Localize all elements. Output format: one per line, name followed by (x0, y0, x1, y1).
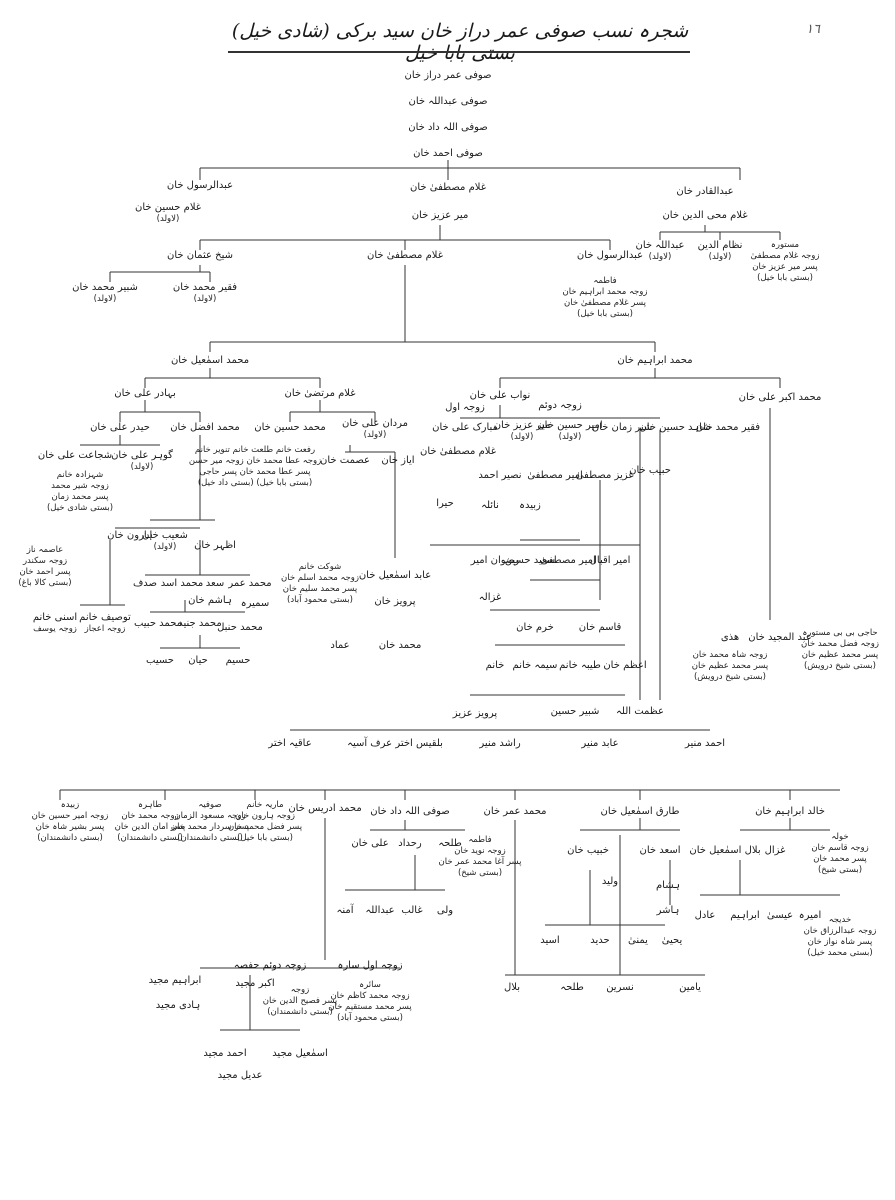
root-person-1: صوفی عبداللہ خان (408, 96, 488, 107)
note-fatima-2: فاطمہ زوجہ نوید خان پسر آغا محمد عمر خان (بستی شیخ) (438, 835, 522, 878)
person-hashim: ہاشم خان (188, 595, 232, 606)
person-hadi-majeed: ہادی مجید (155, 1000, 201, 1011)
person-yameen: یامین (679, 982, 701, 993)
person-haseem: حسیم (225, 655, 251, 666)
person-shaikh-usman: شیخ عثمان خان (167, 250, 233, 261)
root-person-3: صوفی احمد خان (413, 148, 483, 159)
person-abid: عابد اسمٰعیل خان (358, 570, 432, 581)
person-abdullah: عبداللہ خان (لاولد) (635, 240, 685, 262)
person-mir-aziz: میر عزیز خان (411, 210, 469, 221)
note-tahira: طاہرہ زوجہ محمد خان پسر امان الدین خان (بستی دانشمندان) (114, 800, 186, 843)
person-rahdad: رحداد (398, 838, 422, 849)
person-mardan-ali: مردان علی خان (لاولد) (342, 418, 408, 440)
root-person-2: صوفی اللہ داد خان (408, 122, 488, 133)
note-mariya: ماریہ خانم زوجہ ہارون خان پسر فضل محمد خان (بستی بابا خیل) (227, 800, 303, 843)
person-bilal: بلال (503, 982, 521, 993)
page-number: ١٦ (806, 22, 820, 37)
person-ahmed-majeed: احمد مجید (203, 1048, 247, 1059)
person-m-umar: محمد عمر (228, 578, 272, 589)
note-saira: سائرہ زوجہ محمد کاظم خان پسر محمد مستقیم خان (بستی محمود آباد) (328, 980, 412, 1023)
label-zauja-awwal-sara: زوجہ اول سارہ (337, 960, 403, 971)
person-aziz-mustafa: عزیز مصطفیٰ (575, 470, 635, 481)
note-shoukat: شوکت خانم زوجہ محمد اسلم خان پسر محمد سلیم خان (بستی محمود آباد) (280, 562, 360, 605)
person-asaid: اسید (540, 935, 560, 946)
person-abdul-rasool-2: عبدالرسول خان (576, 250, 644, 261)
label-zauja-doem-hafsa: زوجہ دوئم حفصہ (233, 960, 307, 971)
person-ibrahim-2: ابراہیم (730, 910, 760, 921)
person-shahid-hussain: شاہد حسین خان (639, 422, 711, 433)
person-hazi: ھذی (720, 632, 740, 643)
note-hazi: زوجہ شاہ محمد خان پسر محمد عظیم خان (بستی شیخ درویش) (691, 650, 769, 682)
note-khola: خولہ زوجہ قاسم خان پسر محمد خان (بستی شیخ) (811, 832, 869, 875)
person-aqeela: عاقیہ اختر (268, 738, 312, 749)
person-ismail: محمد اسمٰعیل خان (170, 355, 250, 366)
person-hashir: ہاشر (656, 905, 680, 916)
person-ibrahim: محمد ابراہیم خان (617, 355, 693, 366)
person-walid: ولید (601, 876, 619, 887)
person-faqir: فقیر محمد خان (لاولد) (172, 282, 238, 304)
person-shujaat-ali: شجاعت علی خان (37, 450, 113, 461)
person-faqir-2: فقیر محمد خان (695, 422, 761, 433)
person-adil: عادل (694, 910, 716, 921)
person-haroon: ہارون خان (107, 530, 153, 541)
person-ghazala: غزالہ (478, 592, 502, 603)
person-sumera: سمیرہ (240, 598, 270, 609)
person-afzal: محمد افضل خان (170, 422, 240, 433)
person-ahmed-munir: احمد منیر (684, 738, 726, 749)
person-saad: سعد (205, 578, 225, 589)
note-zubaida: زبیدہ زوجہ امیر حسین خان پسر بشیر شاہ خان (بستی دانشمندان) (31, 800, 109, 843)
person-sadaf: صدف (132, 578, 158, 589)
person-khalid: خالد ابراہیم خان (755, 806, 825, 817)
person-pervaiz-aziz: پرویز عزیز (452, 708, 498, 719)
person-rizwan-amir: رضوان امیر (470, 555, 520, 566)
person-asni-khanum: اسنی خانم زوجہ یوسف (32, 612, 78, 634)
person-mir-aziz-2: میر عزیز خان (لاولد) (493, 420, 551, 442)
person-ghulam-murtaza: غلام مرتضیٰ خان (284, 388, 356, 399)
person-khubaib: خبیب خان (567, 845, 609, 856)
person-aamna: آمنہ (336, 905, 354, 916)
person-ghulam-mustafa-2: غلام مصطفیٰ خان (367, 250, 443, 261)
person-ismat: عصمت خان (320, 455, 370, 466)
person-m-asad: محمد اسد (160, 578, 204, 589)
person-sufi-allahdad: صوفی اللہ داد خان (370, 806, 450, 817)
person-khurram: خرم خان (516, 622, 554, 633)
person-tayyaba: طیبہ خانم (559, 660, 601, 671)
person-bahadur-ali: بہادر علی خان (114, 388, 176, 399)
person-tariq: طارق اسمٰعیل خان (600, 806, 680, 817)
note-safia: صوفیہ زوجہ مسعود الزمان پسر سردار محمد خان (بستی دانشمندان) (170, 800, 250, 843)
person-mubarak-ali: مبارک علی خان (432, 422, 498, 433)
person-hisham: ہشام (655, 880, 681, 891)
person-hudaid: حدید (590, 935, 610, 946)
person-haider-ali: حیدر علی خان (90, 422, 150, 433)
person-talha: طلحہ (438, 838, 462, 849)
person-gohar-ali: گوہر علی خان (لاولد) (111, 450, 173, 472)
person-m-khan: محمد خان (378, 640, 422, 651)
person-ghazal: غزال (764, 845, 786, 856)
person-nisreen: نسرین (606, 982, 634, 993)
person-isa: عیسیٰ (766, 910, 794, 921)
note-rifat: رفعت خانم طلعت خانم تنویر خانم زوجہ عطا محمد خان زوجہ میر حسن پسر عطا محمد خان پسر حاجی (بستی بابا خیل) (بستی داد خیل) (188, 445, 322, 488)
person-abdul-qadir: عبدالقادر خان (676, 186, 734, 197)
person-adeel-majeed: عدیل مجید (217, 1070, 263, 1081)
person-ghalib: غالب (401, 905, 423, 916)
person-amir-iqbal: امیر اقبال (589, 555, 631, 566)
person-zubaida: زبیدہ (519, 500, 541, 511)
person-shabir: شبیر محمد خان (لاولد) (72, 282, 138, 304)
note-mastoora: مستورہ زوجہ غلام مصطفیٰ پسر میر عزیز خان (بستی بابا خیل) (750, 240, 820, 283)
person-amir-hussain: امیر حسین خان (لاولد) (537, 420, 603, 442)
person-haseeb: حسیب (146, 655, 174, 666)
person-m-hanbal: محمد حنبل (217, 622, 263, 633)
person-bilal-ismail: بلال اسمٰعیل خان (689, 845, 761, 856)
person-ibrahim-majeed: ابراہیم مجید (148, 975, 202, 986)
person-qasim: قاسم خان (578, 622, 622, 633)
person-imad: عماد (330, 640, 350, 651)
note-shahzad: شہزادہ خانم زوجہ شیر محمد پسر محمد زمان (بستی شادی خیل) (46, 470, 114, 513)
person-talha-2: طلحہ (560, 982, 584, 993)
note-bibi-mastoora: حاجی بی بی مستورہ زوجہ فضل محمد خان پسر محمد عظیم خان (بستی شیخ درویش) (801, 628, 879, 671)
person-ayaz: ایاز خان (381, 455, 415, 466)
person-hira: حیرا (436, 498, 454, 509)
person-saima: سیمہ خانم (512, 660, 558, 671)
label-zauja-doem: زوجہ دوئم (538, 400, 582, 411)
person-tauseef-khanum: توصیف خانم زوجہ اعجاز (79, 612, 131, 634)
page-title: شجرہ نسب صوفی عمر دراز خان سید برکی (شادی خیل) بستی بابا خیل (231, 20, 689, 64)
person-m-akbar: محمد اکبر علی خان (738, 392, 822, 403)
person-naila: نائلہ (481, 500, 499, 511)
person-rashid-munir: راشد منیر (479, 738, 521, 749)
person-ghulam-mohiuddin: غلام محی الدین خان (662, 210, 748, 221)
person-akbar-majeed: اکبر مجید (235, 978, 275, 989)
person-sher-zaman: شیر زمان خان (591, 422, 653, 433)
person-m-hussain: محمد حسین خان (254, 422, 326, 433)
note-khadija: خدیجہ زوجہ عبدالرزاق خان پسر شاہ نواز خان (بستی محمد خیل) (803, 915, 877, 958)
person-abdullah-2: عبداللہ (365, 905, 395, 916)
person-habib: حبیب خان (629, 465, 671, 476)
person-pervaiz: پرویز خان (374, 596, 416, 607)
person-ismail-majeed: اسمٰعیل مجید (272, 1048, 328, 1059)
person-nawab-ali: نواب علی خان (469, 390, 531, 401)
person-ghulam-hussain: غلام حسین خان (لاولد) (134, 202, 202, 224)
person-ghulam-mustafa-3: غلام مصطفیٰ خان (420, 446, 496, 457)
person-nasir-ahmed: نصیر احمد (478, 470, 522, 481)
person-ali: علی خان (351, 838, 389, 849)
root-person-0: صوفی عمر دراز خان (404, 70, 492, 81)
person-azhar: اظہر خان (194, 540, 236, 551)
person-amira: امیرہ (798, 910, 822, 921)
person-hayan: حیان (188, 655, 208, 666)
note-amir: زوجہ پسر فصیح الدین خان (بستی دانشمندان) (262, 985, 338, 1017)
person-saeed-hussain: سعید حسین (504, 555, 556, 566)
person-asad: اسعد خان (639, 845, 681, 856)
person-ghulam-mustafa: غلام مصطفیٰ خان (410, 182, 486, 193)
person-abdul-majeed: عبد المجید خان (748, 632, 812, 643)
person-abid-munir: عابد منیر (581, 738, 619, 749)
person-shoaib: شعیب خان (لاولد) (142, 530, 188, 552)
person-azmatullah: عظمت اللہ (616, 706, 664, 717)
person-amir-mustafa: امیر مصطفیٰ (527, 470, 583, 481)
person-wali: ولی (436, 905, 454, 916)
person-nizamuddin: نظام الدین (لاولد) (697, 240, 743, 262)
person-shabbir-hussain: شبیر حسین (550, 706, 600, 717)
person-m-idrees: محمد ادریس خان (288, 803, 362, 814)
person-amir-mustafa-2: امیر مصطفیٰ (540, 555, 596, 566)
person-azam: اعظم خان (603, 660, 647, 671)
person-m-habib: محمد حبیب (133, 618, 183, 629)
person-m-umar-khan: محمد عمر خان (483, 806, 547, 817)
person-yamna: یمنیٰ (628, 935, 648, 946)
label-zauja-awwal: زوجہ اول (445, 402, 485, 413)
note-fatima: فاطمہ زوجہ محمد ابراہیم خان پسر غلام مصطفیٰ خان (بستی بابا خیل) (562, 276, 648, 319)
person-khanam: خانم (485, 660, 505, 671)
note-asma: عاصمہ ناز زوجہ سکندر پسر احمد خان (بستی کالا باغ) (18, 545, 72, 588)
person-m-junaid: محمد جنید (178, 618, 222, 629)
person-bilqees: بلقیس اختر عرف آسیہ (347, 738, 443, 749)
person-abdul-rasool: عبدالرسول خان (166, 180, 234, 191)
person-yahya: یحییٰ (661, 935, 683, 946)
